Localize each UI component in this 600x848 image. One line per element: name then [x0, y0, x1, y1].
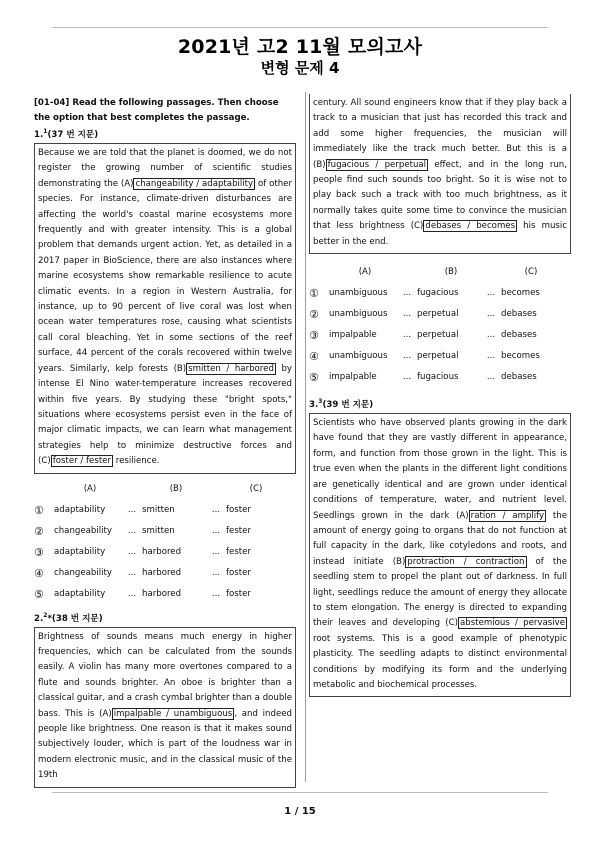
q1-heading [34, 128, 296, 143]
q2-source: *(38 번 지문) [47, 613, 103, 624]
choice-a: changeability [54, 526, 112, 537]
choice-number: ③ [34, 546, 44, 560]
choice-dots: ... [486, 329, 496, 340]
footer-rule [52, 792, 548, 793]
q2-blank-c: debases / becomes [425, 221, 516, 232]
q3-text-4: root systems. This is a good example of phenotypic plasticity. The seedling adapts to distinct environmental conditions by modifying its form and the underlying metabolic and biochemical processes. [313, 633, 567, 690]
choice-a: changeability [54, 568, 112, 579]
q3-label: 3. [309, 400, 319, 411]
choice-c: foster [226, 568, 251, 579]
q1-blank-a: changeability / adaptability [135, 178, 254, 189]
q2-text-3: effect, and in the long run, people find such sounds too bright. So it is wise not to play back such a track with too much brightness, as it normally takes quite some time to convince the musician that less brightness (C) [313, 159, 567, 232]
choice-a: unambiguous [329, 308, 388, 319]
choice-a: impalpable [329, 371, 377, 382]
q1-text-2: of other species. For instance, climate-driven disturbances are affecting the world's coastal marine ecosystems more frequently and with greater intensity. This is a global problem that demands urgent action. Yet, as detailed in a 2017 paper in BioScience, there are also instances where marine ecosystems show remarkable resilience to acute climatic events. In a region in Western Australia, for instance, up to 90 percent of live coral was lost when ocean water temperatures rose, causing what scientists call coral bleaching. Yet in some sections of the reef surface, 44 percent of the corals recovered within twelve years. Similarly, kelp forests (B) [38, 178, 292, 374]
q2-header-a: (A) [358, 266, 372, 277]
choice-c: fester [226, 526, 251, 537]
choice-a: adaptability [54, 589, 106, 600]
choice-number: ⑤ [34, 588, 44, 602]
q1-choices [34, 480, 296, 606]
choice-a: unambiguous [329, 350, 388, 361]
q3-text-2: the amount of energy going to organs that do not function at full capacity in the dark, like cotyledons and roots, and instead initiate (B) [313, 510, 567, 567]
choice-c: foster [226, 505, 251, 516]
choice-a: adaptability [54, 547, 106, 558]
choice-dots: ... [127, 547, 137, 558]
q1-blank-b: smitten / harbored [188, 363, 274, 374]
q2-text-2-cont: century. All sound engineers know that if they play back a track to a musician that just has recorded this track and add some higher frequencies, the musician will immediately like the track much better. But this is a (B) [313, 98, 567, 170]
choice-dots: ... [486, 350, 496, 361]
q2-heading [34, 612, 296, 627]
choice-c: debases [501, 371, 537, 382]
column-divider [305, 92, 306, 782]
q1-choice-5[interactable] [34, 585, 296, 606]
choice-c: becomes [501, 287, 540, 298]
q2-passage-part1 [34, 627, 296, 788]
q3-source: (39 번 지문) [322, 400, 374, 411]
choice-a: adaptability [54, 505, 106, 516]
instructions: [01-04] Read the following passages. Then choose the option that best completes the passage. [34, 98, 279, 123]
choice-c: debases [501, 329, 537, 340]
q3-blank-a: ration / amplify [470, 510, 545, 521]
q3-text-3: of the seedling stem to propel the plant out of darkness. In full light, seedlings reduce the amount of energy they allocate to stem elongation. The energy is directed to expanding their leaves and developing (C) [313, 556, 567, 629]
q2-text-2: , and indeed people like brightness. One reason is that it makes sound subjectively louder, which is part of the loudness war in modern electronic music, and in the classical music of the 19th [38, 708, 292, 781]
q3-blank-c: abstemious / pervasive [460, 618, 565, 629]
page-subtitle: 변형 문제 4 [260, 59, 340, 77]
q2-blank-a: impalpable / unambiguous [113, 708, 233, 719]
choice-number: ② [309, 307, 319, 321]
q1-header-b: (B) [169, 484, 183, 495]
choice-number: ③ [309, 328, 319, 342]
left-column [34, 94, 296, 788]
choice-number: ② [34, 525, 44, 539]
q2-choice-3[interactable] [309, 325, 571, 346]
choice-dots: ... [486, 371, 496, 382]
q1-choice-1[interactable] [34, 501, 296, 522]
q2-choice-header [309, 262, 571, 283]
choice-number: ④ [309, 349, 319, 363]
choice-dots: ... [127, 526, 137, 537]
choice-dots: ... [402, 308, 412, 319]
q1-passage [34, 143, 296, 474]
q1-source: (37 번 지문) [47, 130, 99, 140]
q3-blank-b: protraction / contraction [407, 556, 525, 567]
choice-number: ④ [34, 567, 44, 581]
choice-dots: ... [127, 505, 137, 516]
q3-heading [309, 398, 571, 413]
q1-choice-3[interactable] [34, 543, 296, 564]
choice-a: unambiguous [329, 287, 388, 298]
choice-b: harbored [142, 568, 182, 579]
choice-c: becomes [501, 350, 540, 361]
choice-b: fugacious [417, 287, 459, 298]
q1-label: 1. [34, 130, 44, 140]
choice-b: perpetual [417, 329, 459, 340]
choice-c: debases [501, 308, 537, 319]
choice-b: fugacious [417, 371, 459, 382]
q2-text-1: Brightness of sounds means much energy in higher frequencies, which can be calculated from the sounds easily. A violin has many more overtones compared to a flute and sounds brighter. An oboe is brighter than a classical guitar, and a crash cymbal brighter than a double bass. This is (A) [38, 631, 292, 719]
q1-header-c: (C) [249, 484, 263, 495]
choice-dots: ... [211, 589, 221, 600]
choice-dots: ... [402, 329, 412, 340]
choice-c: foster [226, 589, 251, 600]
q1-blank-c: foster / fester [52, 456, 112, 467]
q2-choice-2[interactable] [309, 304, 571, 325]
q2-choice-4[interactable] [309, 346, 571, 367]
choice-dots: ... [402, 350, 412, 361]
q1-choice-2[interactable] [34, 522, 296, 543]
choice-b: smitten [142, 526, 175, 537]
q1-header-a: (A) [83, 484, 97, 495]
q2-choice-5[interactable] [309, 367, 571, 388]
choice-dots: ... [486, 287, 496, 298]
choice-b: perpetual [417, 308, 459, 319]
choice-b: harbored [142, 589, 182, 600]
q1-footnote: 1 [43, 128, 48, 136]
choice-b: harbored [142, 547, 182, 558]
q2-label: 2. [34, 613, 44, 624]
q1-text-1: Because we are told that the planet is doomed, we do not register the growing number of scientific studies demonstrating the (A) [38, 148, 292, 189]
top-rule [52, 27, 548, 28]
q1-choice-4[interactable] [34, 564, 296, 585]
q2-header-b: (B) [444, 266, 458, 277]
choice-b: smitten [142, 505, 175, 516]
choice-dots: ... [402, 287, 412, 298]
choice-dots: ... [211, 526, 221, 537]
choice-c: fester [226, 547, 251, 558]
choice-dots: ... [127, 589, 137, 600]
choice-dots: ... [402, 371, 412, 382]
q2-blank-b: fugacious / perpetual [327, 159, 427, 170]
choice-dots: ... [211, 547, 221, 558]
q3-footnote: 3 [318, 398, 323, 406]
q2-choice-1[interactable] [309, 283, 571, 304]
q2-passage-part2 [309, 94, 571, 254]
q2-choices [309, 262, 571, 388]
q1-text-3: by intense El Nino water-temperature increases recovered within five years. By studying these "bright spots," situations where ecosystems persist even in the face of major climatic impacts, we can learn what management strategies help to minimize destructive forces and (C) [38, 363, 292, 467]
choice-dots: ... [211, 568, 221, 579]
choice-a: impalpable [329, 329, 377, 340]
choice-number: ① [309, 286, 319, 300]
q3-passage [309, 413, 571, 697]
q2-footnote: 2 [43, 611, 48, 619]
q2-header-c: (C) [524, 266, 538, 277]
choice-dots: ... [486, 308, 496, 319]
page-number: 1 / 15 [284, 806, 316, 817]
right-column [309, 94, 571, 697]
choice-number: ⑤ [309, 370, 319, 384]
choice-b: perpetual [417, 350, 459, 361]
page-title: 2021년 고2 11월 모의고사 [177, 36, 423, 58]
choice-number: ① [34, 504, 44, 518]
choice-dots: ... [127, 568, 137, 579]
q3-text-1: Scientists who have observed plants growing in the dark have found that they are vastly different in appearance, form, and function from those grown in the light. This is true even when the plants in the different light conditions are genetically identical and are grown under identical conditions of temperature, water, and nutrient level. Seedlings grown in the dark (A) [313, 418, 567, 521]
q1-choice-header [34, 480, 296, 501]
q1-text-4: resilience. [113, 456, 160, 467]
q2-text-4: his music better in the end. [313, 221, 567, 247]
choice-dots: ... [211, 505, 221, 516]
